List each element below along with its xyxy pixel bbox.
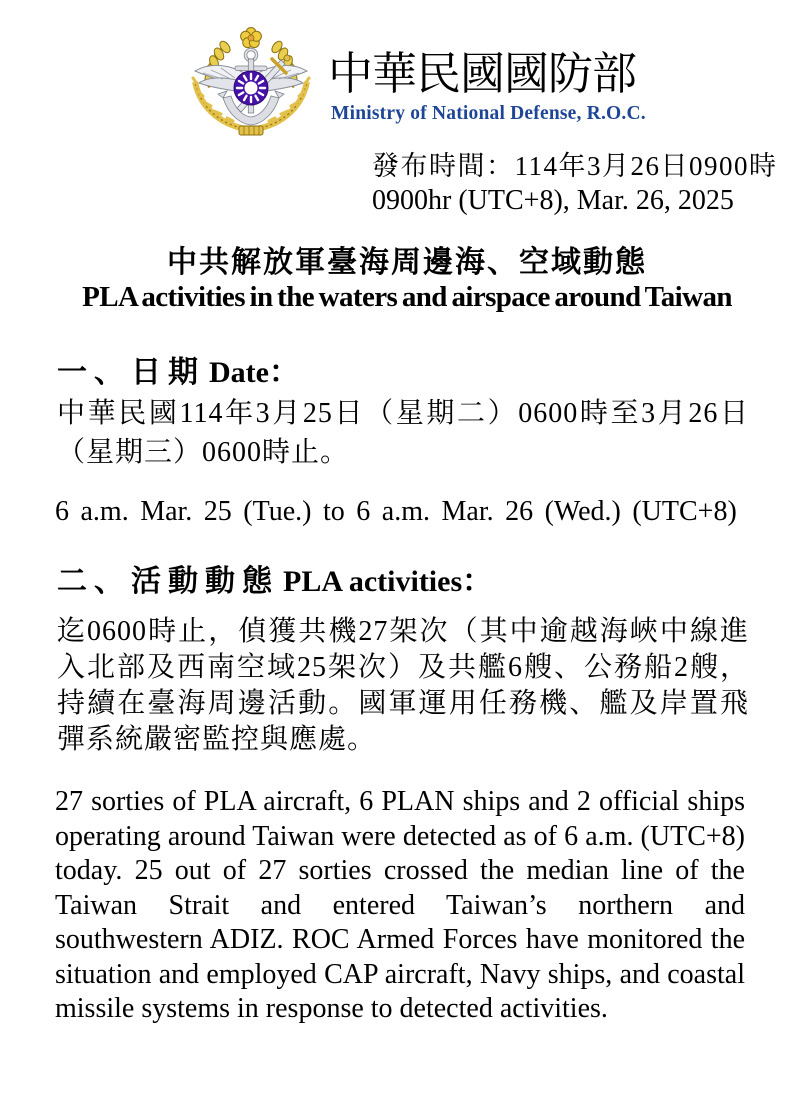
release-time-block xyxy=(372,149,778,217)
document-title-en: PLA activities in the waters and airspace around Taiwan xyxy=(82,281,732,313)
mnd-emblem-icon xyxy=(183,26,319,140)
document-title xyxy=(20,245,794,314)
ministry-title-cn: 中華民國國防部 xyxy=(328,49,637,99)
mnd-emblem-svg xyxy=(183,26,319,140)
activities-paragraph-cn: 迄0600時止，偵獲共機27架次（其中逾越海峽中線進入北部及西南空域25架次）及共艦6艘、公務船2艘，持續在臺海周邊活動。國軍運用任務機、艦及岸置飛彈系統嚴密監控與應處。 xyxy=(57,616,749,755)
blue-sky-white-sun xyxy=(234,71,268,105)
plum-blossom xyxy=(241,28,262,48)
section-activities-heading xyxy=(57,556,492,600)
section-date-heading-en: Date： xyxy=(209,356,299,389)
ministry-title-en: Ministry of National Defense, R.O.C. xyxy=(331,103,646,124)
section-activities-heading-en: PLA activities： xyxy=(283,565,493,598)
date-paragraph-cn: 中華民國114年3月25日（星期二）0600時至3月26日（星期三）0600時止。 xyxy=(57,398,749,468)
release-time-en: 0900hr (UTC+8), Mar. 26, 2025 xyxy=(372,185,734,216)
section-date-heading-cn: 一、日期 xyxy=(57,356,205,389)
activities-paragraph-en: 27 sorties of PLA aircraft, 6 PLAN ships and 2 official ships operating around Taiwan were detected as of 6 a.m. (UTC+8) today. 25 out of 27 sorties crossed the median line of the Taiwan Strait and entered Taiwan’s northern and southwestern ADIZ. ROC Armed Forces have monitored the situation and employed CAP aircraft, Navy ships, and coastal missile systems in response to detected activities. xyxy=(55,786,745,1024)
date-paragraph-en: 6 a.m. Mar. 25 (Tue.) to 6 a.m. Mar. 26 (Wed.) (UTC+8) xyxy=(55,496,737,527)
release-time-cn: 發布時間：114年3月26日0900時 xyxy=(372,151,778,181)
section-date-heading xyxy=(57,347,299,391)
section-activities-heading-cn: 二、活動動態 xyxy=(57,565,279,598)
document-title-cn: 中共解放軍臺海周邊海、空域動態 xyxy=(167,246,647,279)
